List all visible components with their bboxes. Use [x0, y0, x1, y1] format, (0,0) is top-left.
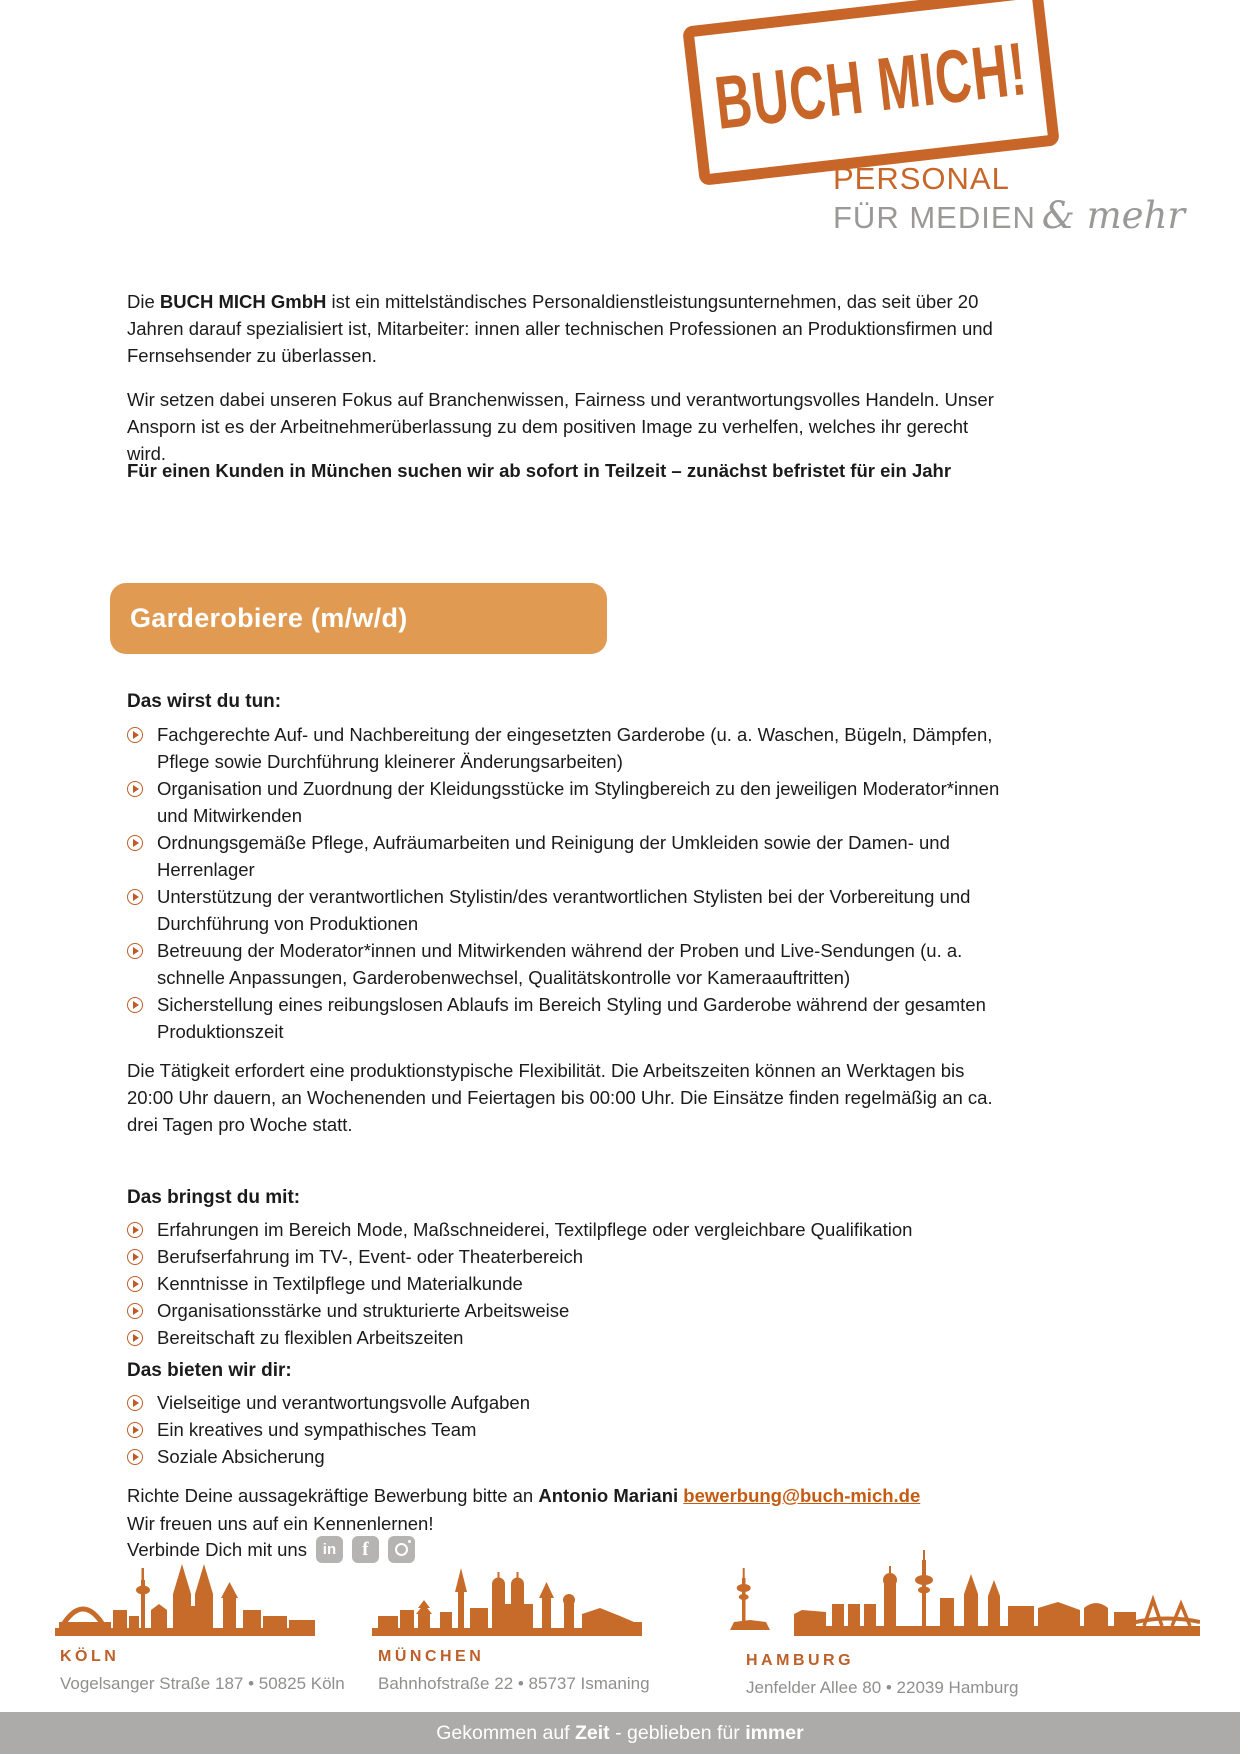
facebook-icon[interactable]: f [352, 1536, 379, 1563]
benefits-list-container [127, 1389, 1012, 1470]
play-bullet-icon [127, 1449, 143, 1465]
intro-paragraph-1: Die BUCH MICH GmbH ist ein mittelständisches Personaldienstleistungsunternehmen, das seit über 20 Jahren darauf spezialisiert ist, Mitarbeiter: innen aller technischen Professionen an Produktionsfirmen und Fernsehsender zu überlassen. [127, 291, 993, 366]
play-bullet-icon [127, 1395, 143, 1411]
play-bullet-icon [127, 1222, 143, 1238]
list-item: Organisation und Zuordnung der Kleidungsstücke im Stylingbereich zu den jeweiligen Moderator*innen und Mitwirkenden [127, 775, 1012, 829]
requirements-list-container [127, 1216, 1012, 1351]
contact-name: Antonio Mariani [538, 1485, 679, 1506]
list-item: Bereitschaft zu flexiblen Arbeitszeiten [127, 1324, 1012, 1351]
company-name: BUCH MICH GmbH [159, 291, 327, 312]
address-koeln: Vogelsanger Straße 187 • 50825 Köln [60, 1674, 345, 1693]
koeln-skyline [55, 1558, 315, 1636]
list-item: Soziale Absicherung [127, 1443, 1012, 1470]
tagline-fuer-medien: FÜR MEDIEN & mehr [833, 194, 1186, 237]
logo-tagline [833, 160, 1185, 236]
list-item: Betreuung der Moderator*innen und Mitwirkenden während der Proben und Live-Sendungen (u. a. schnelle Anpassungen, Garderobenwechsel, Qualitätskontrolle vor Kameraauftritten) [127, 937, 1012, 991]
greeting-line: Wir freuen uns auf ein Kennenlernen! [127, 1513, 434, 1534]
job-title-banner [110, 583, 607, 654]
flexibility-note: Die Tätigkeit erfordert eine produktionstypische Flexibilität. Die Arbeitszeiten können an Werktagen bis 20:00 Uhr dauern, an Wochenenden und Feiertagen bis 00:00 Uhr. Die Einsätze finden regelmäßig an ca. drei Tagen pro Woche statt. [127, 1060, 993, 1135]
play-bullet-icon [127, 1422, 143, 1438]
play-bullet-icon [127, 781, 143, 797]
play-bullet-icon [127, 1249, 143, 1265]
list-item: Sicherstellung eines reibungslosen Ablaufs im Bereich Styling und Garderobe während der gesamten Produktionszeit [127, 991, 1012, 1045]
tagline-text: Gekommen auf Zeit - geblieben für immer [436, 1721, 804, 1744]
list-item: Ordnungsgemäße Pflege, Aufräumarbeiten und Reinigung der Umkleiden sowie der Damen- und Herrenlager [127, 829, 1012, 883]
play-bullet-icon [127, 727, 143, 743]
play-bullet-icon [127, 889, 143, 905]
tasks-list-container [127, 721, 1012, 1045]
list-item: Organisationsstärke und strukturierte Arbeitsweise [127, 1297, 1012, 1324]
apply-line: Richte Deine aussagekräftige Bewerbung bitte an Antonio Mariani bewerbung@buch-mich.de [127, 1485, 921, 1506]
play-bullet-icon [127, 997, 143, 1013]
address-hamburg: Jenfelder Allee 80 • 22039 Hamburg [746, 1678, 1019, 1697]
buch-mich-stamp-logo [682, 0, 1060, 186]
list-item: Vielseitige und verantwortungsvolle Aufgaben [127, 1389, 1012, 1416]
city-label-muenchen: MÜNCHEN [378, 1648, 485, 1665]
play-bullet-icon [127, 943, 143, 959]
list-item: Erfahrungen im Bereich Mode, Maßschneiderei, Textilpflege oder vergleichbare Qualifikation [127, 1216, 1012, 1243]
list-item: Ein kreatives und sympathisches Team [127, 1416, 1012, 1443]
intro-paragraph-2: Wir setzen dabei unseren Fokus auf Branchenwissen, Fairness und verantwortungsvolles Handeln. Unser Ansporn ist es der Arbeitnehmerüberlassung zu dem positiven Image zu verhelfen, welches ihr gerecht wird. [127, 389, 994, 464]
stamp-text: BUCH MICH! [710, 26, 1032, 146]
section-heading-benefits: Das bieten wir dir: [127, 1360, 292, 1381]
play-bullet-icon [127, 1330, 143, 1346]
tagline-personal: PERSONAL [833, 161, 1010, 196]
list-item: Fachgerechte Auf- und Nachbereitung der eingesetzten Garderobe (u. a. Waschen, Bügeln, Dämpfen, Pflege sowie Durchführung kleinerer Änderungsarbeiten) [127, 721, 1012, 775]
city-label-koeln: KÖLN [60, 1648, 120, 1665]
job-title: Garderobiere (m/w/d) [130, 603, 408, 633]
linkedin-icon[interactable]: in [316, 1536, 343, 1563]
intro-paragraph-3: Für einen Kunden in München suchen wir ab sofort in Teilzeit – zunächst befristet für ein Jahr [127, 460, 952, 481]
list-item: Unterstützung der verantwortlichen Stylistin/des verantwortlichen Stylisten bei der Vorbereitung und Durchführung von Produktionen [127, 883, 1012, 937]
application-email-link[interactable]: bewerbung@buch-mich.de [683, 1485, 921, 1506]
city-label-hamburg: HAMBURG [746, 1652, 855, 1669]
play-bullet-icon [127, 1276, 143, 1292]
address-muenchen: Bahnhofstraße 22 • 85737 Ismaning [378, 1674, 650, 1693]
section-heading-requirements: Das bringst du mit: [127, 1187, 301, 1208]
list-item: Berufserfahrung im TV-, Event- oder Theaterbereich [127, 1243, 1012, 1270]
bottom-tagline-bar [0, 1712, 1240, 1754]
list-item: Kenntnisse in Textilpflege und Materialkunde [127, 1270, 1012, 1297]
play-bullet-icon [127, 1303, 143, 1319]
tagline-script-mehr: & mehr [1041, 194, 1186, 237]
muenchen-skyline [372, 1556, 642, 1636]
section-heading-tasks: Das wirst du tun: [127, 691, 282, 712]
connect-label: Verbinde Dich mit uns [127, 1539, 307, 1560]
hamburg-skyline [730, 1544, 1200, 1636]
play-bullet-icon [127, 835, 143, 851]
